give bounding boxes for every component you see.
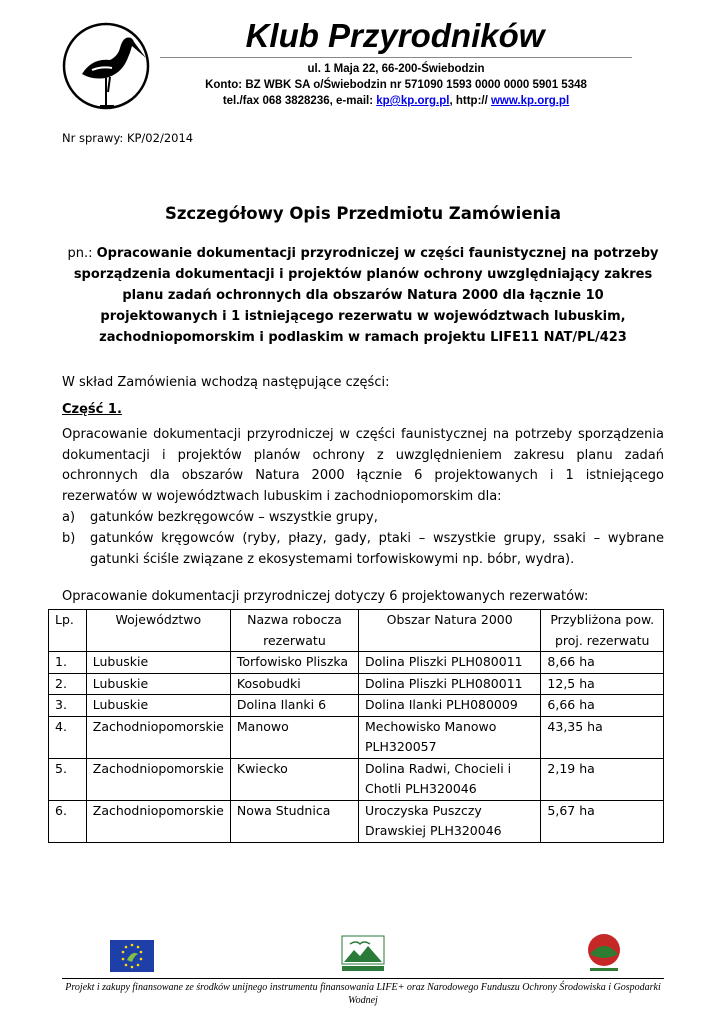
cell-area: 43,35 ha — [541, 716, 664, 758]
header-natura-area: Obszar Natura 2000 — [358, 610, 540, 652]
table-row — [49, 716, 664, 758]
cell-lp: 1. — [49, 652, 87, 674]
list-marker: a) — [62, 510, 76, 525]
header-reserve-name: Nazwa robocza rezerwatu — [230, 610, 358, 652]
club-name: Klub Przyrodników — [245, 17, 545, 54]
list-item — [62, 529, 664, 570]
cell-natura-area: Uroczyska Puszczy Drawskiej PLH320046 — [358, 800, 540, 842]
cell-voivodeship: Zachodniopomorskie — [86, 800, 230, 842]
cell-reserve-name: Dolina Ilanki 6 — [230, 695, 358, 717]
table-header-row — [49, 610, 664, 652]
cell-voivodeship: Lubuskie — [86, 652, 230, 674]
cell-area: 6,66 ha — [541, 695, 664, 717]
case-number: Nr sprawy: KP/02/2014 — [62, 131, 194, 145]
cell-reserve-name: Manowo — [230, 716, 358, 758]
list-marker: b) — [62, 531, 76, 546]
table-row — [49, 695, 664, 717]
table-row — [49, 652, 664, 674]
eu-life-logo — [110, 940, 154, 972]
phone-text: tel./fax 068 3828236, e-mail: — [222, 95, 377, 107]
list-item-text: gatunków bezkręgowców – wszystkie grupy, — [90, 510, 378, 525]
list-item — [62, 508, 664, 529]
cell-natura-area: Dolina Pliszki PLH080011 — [358, 652, 540, 674]
part-description: Opracowanie dokumentacji przyrodniczej w części faunistycznej na potrzeby sporządzenia dokumentacji i projektów planów ochrony z uwzględnieniem zakresu planu zadań ochronnych dla obszarów Natura 2000 łącznie 6 projektowanych i 1 istniejącego rezerwatów w województwach lubuskim i zachodniopomorskim dla: — [62, 427, 664, 504]
cell-area: 8,66 ha — [541, 652, 664, 674]
cell-natura-area: Dolina Radwi, Chocieli i Chotli PLH320046 — [358, 758, 540, 800]
header-area: Przybliżona pow. proj. rezerwatu — [541, 610, 664, 652]
nfosigw-logo — [584, 932, 624, 974]
cell-voivodeship: Lubuskie — [86, 673, 230, 695]
cell-area: 5,67 ha — [541, 800, 664, 842]
club-address: ul. 1 Maja 22, 66-200-Świebodzin — [307, 63, 485, 75]
header-lp: Lp. — [49, 610, 87, 652]
subject-text: Opracowanie dokumentacji przyrodniczej w części faunistycznej na potrzeby sporządzenia dokumentacji i projektów planów ochrony uwzględniający zakres planu zadań ochronnych dla obszarów Natura 2000 dla łącznie 10 projektowanych i 1 istniejącego rezerwatu w województwach lubuskim, zachodniopomorskim i podlaskim w ramach projektu LIFE11 NAT/PL/423 — [73, 246, 659, 345]
cell-voivodeship: Zachodniopomorskie — [86, 716, 230, 758]
cell-voivodeship: Lubuskie — [86, 695, 230, 717]
cell-lp: 4. — [49, 716, 87, 758]
cell-lp: 5. — [49, 758, 87, 800]
web-prefix: , http:// — [449, 95, 491, 107]
cell-lp: 3. — [49, 695, 87, 717]
cell-reserve-name: Torfowisko Pliszka — [230, 652, 358, 674]
cell-area: 2,19 ha — [541, 758, 664, 800]
cell-voivodeship: Zachodniopomorskie — [86, 758, 230, 800]
subject-paragraph — [62, 243, 664, 348]
stork-logo — [62, 18, 150, 114]
intro-text: W skład Zamówienia wchodzą następujące części: — [62, 375, 390, 390]
cell-natura-area: Mechowisko Manowo PLH320057 — [358, 716, 540, 758]
cell-area: 12,5 ha — [541, 673, 664, 695]
cell-lp: 2. — [49, 673, 87, 695]
cell-lp: 6. — [49, 800, 87, 842]
table-intro: Opracowanie dokumentacji przyrodniczej dotyczy 6 projektowanych rezerwatów: — [62, 589, 589, 604]
list-item-text: gatunków kręgowców (ryby, płazy, gady, ptaki – wszystkie grupy, ssaki – wybrane gatunki ściśle związane z ekosystemami torfowiskowymi np. bóbr, wydra). — [90, 531, 664, 567]
cell-natura-area: Dolina Ilanki PLH080009 — [358, 695, 540, 717]
contact-line — [160, 93, 632, 109]
header-voivodeship: Województwo — [86, 610, 230, 652]
table-row — [49, 673, 664, 695]
email-link[interactable]: kp@kp.org.pl — [376, 95, 450, 107]
natura-2000-logo — [340, 934, 386, 974]
subject-prefix: pn.: — [67, 246, 97, 261]
cell-reserve-name: Kwiecko — [230, 758, 358, 800]
table-row — [49, 800, 664, 842]
website-link[interactable]: www.kp.org.pl — [490, 95, 570, 107]
document-title: Szczegółowy Opis Przedmiotu Zamówienia — [164, 204, 562, 223]
reserves-table — [48, 609, 664, 843]
table-row — [49, 758, 664, 800]
cell-reserve-name: Nowa Studnica — [230, 800, 358, 842]
footer-divider — [62, 978, 664, 979]
cell-reserve-name: Kosobudki — [230, 673, 358, 695]
header-divider — [160, 57, 632, 58]
footer-note: Projekt i zakupy finansowane ze środków unijnego instrumentu finansowania LIFE+ oraz Narodowego Funduszu Ochrony Środowiska i Gospodarki Wodnej — [65, 982, 661, 1006]
cell-natura-area: Dolina Pliszki PLH080011 — [358, 673, 540, 695]
bank-account: Konto: BZ WBK SA o/Świebodzin nr 571090 1593 0000 0000 5901 5348 — [205, 79, 587, 91]
part-heading: Część 1. — [62, 402, 122, 417]
